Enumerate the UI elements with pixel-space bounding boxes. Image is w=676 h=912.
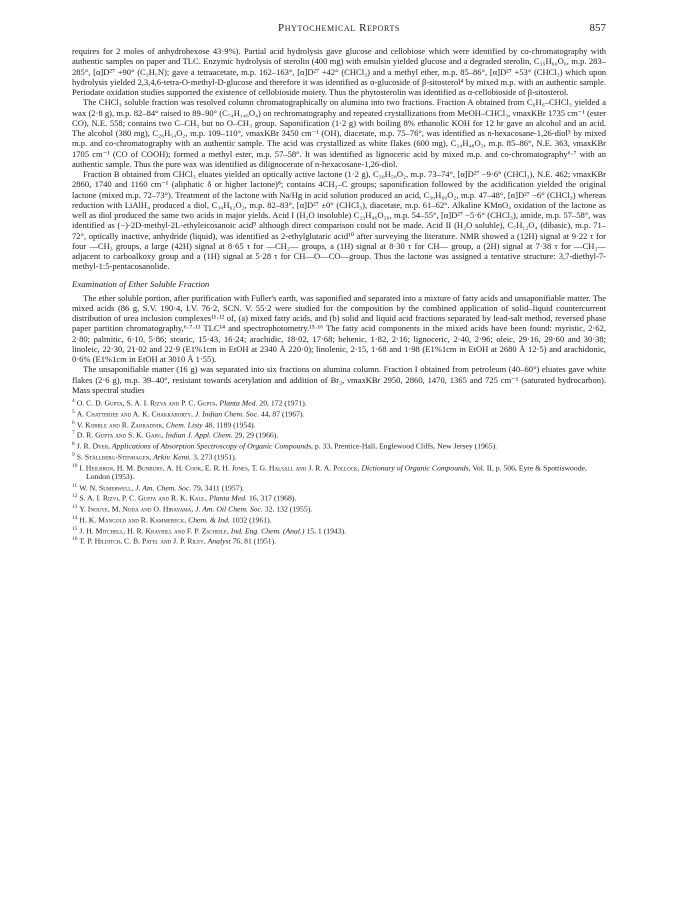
paragraph-5: The unsaponifiable matter (16 g) was separated into six fractions on alumina column. Fraction I obtained from petroleum (40–60°) eluates gave white flakes (2·6 g), m.p. 39–40°, resistant towards acetylation and addition of Br₂, νmaxKBr 2950, 2860, 1470, 1365 and 725 cm⁻¹ (saturated hydrocarbon). Mass spectral studies (72, 364, 606, 395)
running-header (72, 22, 606, 36)
reference-item: $^{13}$ Y. Inouye, M. Noda and O. Hirayama, J. Am. Oil Chem. Soc. 32, 132 (1955). (72, 504, 313, 514)
page-number: 857 (589, 22, 606, 34)
reference-item: $^{11}$ W. N. Sumerwell, J. Am. Chem. Soc. 79, 3411 (1957). (72, 482, 245, 493)
reference-item: $^{16}$ T. P. Hilditch, C. B. Patel and J. P. Riley, Analyst 76, 81 (1951). (72, 536, 277, 546)
reference-item: $^{14}$ H. K. Mangold and R. Kammereck, Chem. & Ind. 1032 (1961). (72, 514, 272, 525)
reference-item: $^{12}$ S. A. I. Rizvi, P. C. Gupta and R. K. Kaul, Planta Med. 16, 317 (1968). (72, 493, 297, 503)
reference-item: $^8$ J. R. Dyer, Applications of Absorption Spectroscopy of Organic Compounds, p. 33, Prentice-Hall, Englewood Cliffs, New Jersey (1965). (72, 441, 498, 451)
reference-item: $^{15}$ J. H. Mitchell, H. R. Kraybill and F. P. Zscheile, Ind. Eng. Chem. (Anal.) 15, 1 (1943). (72, 525, 347, 536)
reference-item: $^6$ V. Kobrle and R. Zahradnik, Chem. Listy 48, 1189 (1954). (72, 419, 256, 430)
reference-item: $^9$ S. Ställberg-Stenhagen, Arkiv. Kemi. 3, 273 (1951). (72, 451, 237, 462)
journal-title: Phytochemical Reports (278, 22, 400, 34)
paragraph-2: The CHCl₃ soluble fraction was resolved column chromatographically on alumina into two fractions. Fraction A obtained from C₆H₆–CHCl₃ yielded a wax (2·8 g), m.p. 82–84° raised to 89–90° (C₇₄H₁₄₆O₄) on rechromatography and repeated crystallizations from MeOH–CHCl₃, νmaxKBr 1735 cm⁻¹ (ester CO), N.E. 558; contains two C–CH₃ but no O–CH₃ group. Saponification (1·2 g) with boiling 8% ethanolic KOH for 12 hr gave an alcohol and an acid. The alcohol (380 mg), C₂₆H₅₄O₂, m.p. 109–110°, νmaxKBr 3450 cm⁻¹ (OH), diacetate, m.p. 75–76°, was identified as n-hexacosane-1,26-diol⁵ by mixed m.p. and co-chromatography with an authentic sample. The acid was crystallized as white flakes (600 mg), C₂₄H₄₈O₂, m.p. 85–86°, N.E. 363, νmaxKBr 1705 cm⁻¹ (CO of COOH); formed a methyl ester, m.p. 57–58°. It was identified as lignoceric acid by mixed m.p. and co-chromatography⁶·⁷ with an authentic sample. Thus the pure wax was identified as dilignocerate of n-hexacosane-1,26-diol. (72, 97, 606, 169)
reference-item: $^4$ O. C. D. Gupta, S. A. I. Rizva and P. C. Gupta, Planta Med. 20, 172 (1971). (72, 398, 307, 408)
section-heading: Examination of Ether Soluble Fraction (72, 278, 210, 289)
paragraph-4: The ether soluble portion, after purification with Fuller's earth, was saponified and separated into a mixture of fatty acids and unsaponifiable matter. The mixed acids (86 g, S.V. 190·4, I.V. 76·2, SCN. V. 55·2 were studied for the composition by the combined application of solid–liquid countercurrent distribution of urea inclusion complexes¹¹·¹² of, (a) mixed fatty acids, and (b) solid and liquid acid fractions separated by lead-salt method, reversed phase paper partition chromatography,⁶·⁷·¹³ TLC¹⁴ and spectrophotometry.¹⁵·¹⁶ The fatty acid components in the mixed acids have been found: myristic, 2·62, 2·80; palmitic, 6·10, 5·86; stearic, 15·43, 16·24; arachidic, 18·02, 17·68; behenic, 1·82, 2·16; lignoceric, 2·40, 2·96; oleic, 29·16, 29·60 and 30·38; linoleic, 22·30, 21·02 and 22·9 (E1%1cm in EtOH at 2340 Å 220·0); linolenic, 2·15, 1·68 and 1·98 (E1%1cm in EtOH at 2680 Å 12·5) and arachidonic, 0·6% (E1%1cm in EtOH at 3010 Å 1·55). (72, 292, 606, 364)
reference-item: $^7$ D. R. Gupta and S. K. Garg, Indian J. Appl. Chem. 29, 29 (1966). (72, 430, 279, 440)
reference-list (72, 397, 606, 546)
paragraph-3: Fraction B obtained from CHCl₃ eluates yielded an optically active lactone (1·2 g), C₃₀H₅₈O₂, m.p. 73–74°, [α]D²⁷ −9·6° (CHCl₃), N.E. 462; νmaxKBr 2860, 1740 and 1160 cm⁻¹ (aliphatic δ or higher lactone)⁸; contains 4CH₃–C groups; saponification followed by the acidification yielded the original lactone (mixed m.p. 72–73°). Treatment of the lactone with Na/Hg in acid solution produced an acid, C₃₀H₆₀O₂, m.p. 47–48°, [α]D²⁷ −6° (CHCl₃) whereas reduction with LiAlH₄ produced a diol, C₃₀H₆₂O₂, m.p. 82–83°, [α]D²⁷ ±0° (CHCl₃), diacetate, m.p. 61–62°. Alkaline KMnO₄ oxidation of the lactone as well as diol produced the same two acids in major yields. Acid I (H₂O insoluble) C₂₃H₄₆O₂₆, m.p. 54–55°, [α]D²⁷ −5·6° (CHCl₃), amide, m.p. 57–58°, was identified as (−)-2D-methyl-2L-ethyleicosanoic acid⁹ although direct comparison could not be made. Acid II (H₂O soluble), C₇H₁₂O₄ (dibasic), m.p. 71–72°, optically inactive, anhydride (liquid), was identified as 2-ethylglutaric acid¹⁰ after surveying the literature. NMR showed a (12H) signal at 9·22 τ for four —CH₃ groups, a large (42H) signal at 8·65 τ for —CH₂— groups, a (1H) signal at 8·30 τ for CH— group, a (2H) signal at 7·38 τ for —CH₂— adjacent to carboalkoxy group and a (1H) signal at 5·28 τ for CH—O—CO—group. Thus the lactone was assigned a tentative structure: 3,7-diethyl-7-methyl-1:5-pentacosanolide. (72, 169, 606, 272)
reference-item: $^{10}$ I. Heilbron, H. M. Bunbury, A. H. Cook, E. R. H. Jones, T. G. Halsall and J. R. A. Pollock, Dictionary of Organic Compounds, Vol. II, p. 506, Eyre & Spottiswoode, London (1953). (72, 462, 587, 482)
reference-item: $^5$ A. Chatterjee and A. K. Chakraborty, J. Indian Chem. Soc. 44, 87 (1967). (72, 408, 305, 419)
paragraph-1: requires for 2 moles of anhydrohexose 43·9%). Partial acid hydrolysis gave glucose and cellobiose which were identified by co-chromatography with authentic samples on paper and TLC. Enzymic hydrolysis of sterolin (400 mg) with emulsin yielded glucose and a degraded sterolin, C₃₅H₆₀O₆, m.p. 283–285°, [α]D²⁷ +90° (C₅H₅N); gave a tetraacetate, m.p. 162–163°, [α]D²⁷ +42° (CHCl₃) and a methyl ether, m.p. 85–86°, [α]D²⁷ +53° (CHCl₃) which upon hydrolysis yielded 2,3,4,6-tetra-O-methyl-D-glucose and therefore it was identified as α-glucoside of β-sitosterol⁴ by mixed m.p. with an authentic sample. Periodate oxidation studies supported the existence of cellobioside moiety. Thus the phytosterolin was identified as α-cellobioside of β-sitosterol. (72, 46, 606, 97)
